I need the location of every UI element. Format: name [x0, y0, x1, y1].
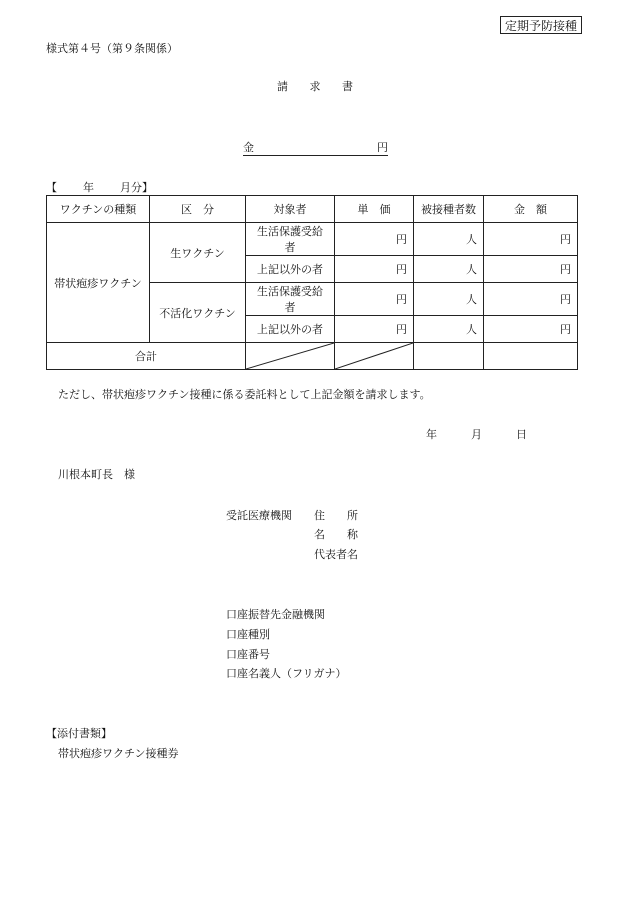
title-char: 求 [309, 80, 321, 93]
total-amount-cell [484, 343, 578, 370]
price-cell: 円 [335, 256, 414, 283]
amount-suffix: 円 [377, 141, 388, 154]
amount-cell: 円 [484, 223, 578, 256]
header-cell: ワクチンの種類 [47, 196, 150, 223]
period-open: 【 [46, 181, 57, 194]
request-statement: ただし、帯状疱疹ワクチン接種に係る委託料として上記金額を請求します。 [58, 388, 431, 401]
amount-prefix: 金 [243, 141, 254, 154]
amount-cell: 円 [484, 283, 578, 316]
total-label-cell: 合計 [47, 343, 246, 370]
total-count-cell [414, 343, 484, 370]
amount-line [243, 137, 388, 156]
period-month: 月分】 [120, 181, 153, 194]
header-cell: 被接種者数 [414, 196, 484, 223]
price-cell: 円 [335, 283, 414, 316]
category-cell: 不活化ワクチン [150, 283, 246, 343]
title-char: 請 [277, 80, 288, 93]
addressee: 川根本町長 様 [58, 468, 135, 481]
institution-address-label: 住 所 [314, 509, 358, 522]
billing-period [46, 179, 153, 195]
target-cell: 上記以外の者 [246, 256, 335, 283]
header-cell: 金 額 [484, 196, 578, 223]
date-line [426, 426, 527, 442]
target-cell: 生活保護受給者 [246, 283, 335, 316]
institution-representative-label: 代表者名 [314, 548, 358, 561]
institution-label: 受託医療機関 [226, 509, 292, 522]
bank-account-number-label: 口座番号 [226, 648, 270, 661]
category-cell: 生ワクチン [150, 223, 246, 283]
count-cell: 人 [414, 223, 484, 256]
table-total-row [47, 343, 578, 370]
date-day: 日 [516, 428, 527, 441]
count-cell: 人 [414, 316, 484, 343]
attachments-heading: 【添付書類】 [46, 727, 112, 740]
header-cell: 区 分 [150, 196, 246, 223]
diagonal-cell [335, 343, 414, 370]
header-cell: 対象者 [246, 196, 335, 223]
amount-cell: 円 [484, 316, 578, 343]
amount-cell: 円 [484, 256, 578, 283]
date-year: 年 [426, 428, 437, 441]
billing-table [46, 195, 578, 370]
stamp-label: 定期予防接種 [500, 16, 582, 34]
diagonal-slash [335, 343, 413, 369]
vaccine-name-cell: 帯状疱疹ワクチン [47, 223, 150, 343]
target-cell: 生活保護受給者 [246, 223, 335, 256]
table-row [47, 223, 578, 256]
price-cell: 円 [335, 223, 414, 256]
page-title [268, 78, 362, 94]
header-cell: 単 価 [335, 196, 414, 223]
period-year: 年 [83, 181, 94, 194]
attachment-item: 帯状疱疹ワクチン接種券 [58, 747, 179, 760]
diagonal-slash [246, 343, 334, 369]
title-char: 書 [342, 80, 353, 93]
diagonal-cell [246, 343, 335, 370]
bank-institution-label: 口座振替先金融機関 [226, 608, 325, 621]
target-cell: 上記以外の者 [246, 316, 335, 343]
count-cell: 人 [414, 283, 484, 316]
form-number: 様式第４号（第９条関係） [46, 42, 178, 55]
price-cell: 円 [335, 316, 414, 343]
count-cell: 人 [414, 256, 484, 283]
bank-account-type-label: 口座種別 [226, 628, 270, 641]
institution-name-label: 名 称 [314, 528, 358, 541]
date-month: 月 [471, 428, 482, 441]
table-header-row [47, 196, 578, 223]
bank-account-holder-label: 口座名義人（フリガナ） [226, 667, 347, 680]
